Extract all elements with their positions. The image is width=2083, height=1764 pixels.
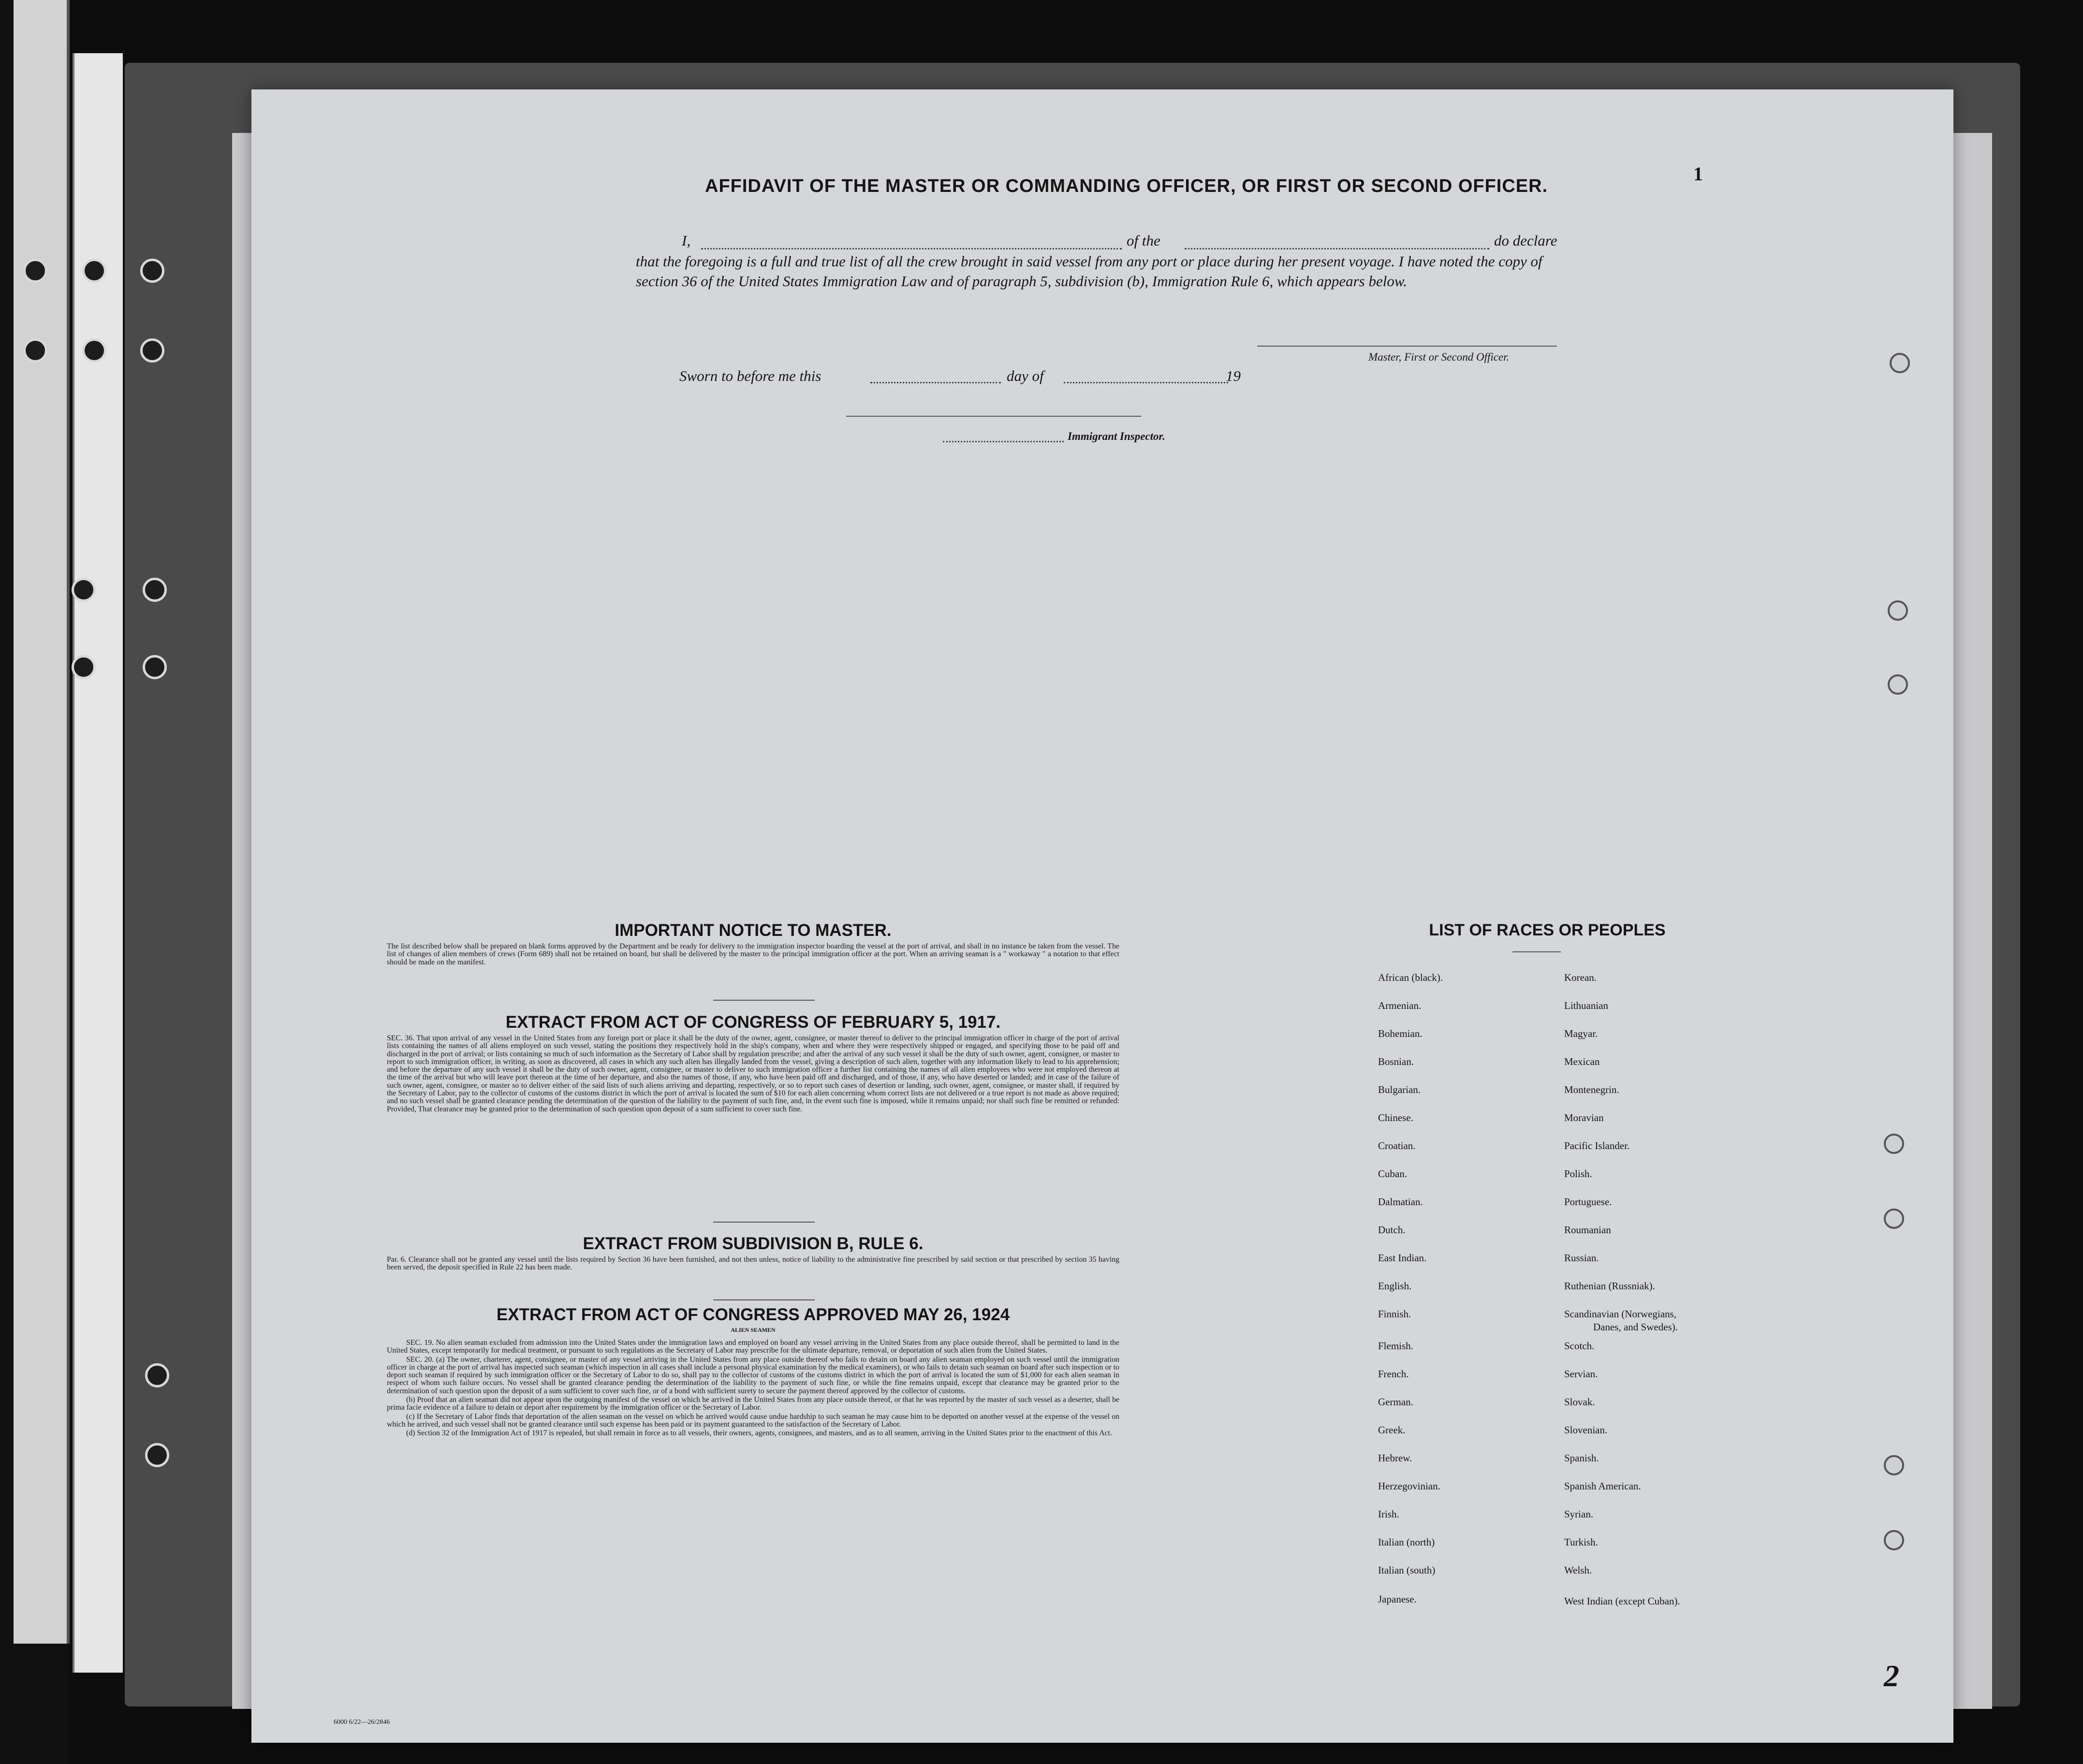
binder-hole (72, 655, 96, 679)
race-item: Flemish. (1378, 1340, 1413, 1352)
section-divider (713, 1299, 815, 1300)
year-prefix: 19 (1226, 367, 1241, 384)
race-item: Roumanian (1564, 1224, 1611, 1236)
binder-hole (82, 259, 106, 283)
binder-hole (143, 655, 167, 679)
race-item: Turkish. (1564, 1536, 1598, 1548)
inspector-label: Immigrant Inspector. (1068, 430, 1165, 442)
race-item: Magyar. (1564, 1028, 1598, 1039)
page-mark: 1 (1693, 163, 1703, 185)
race-item: Slovenian. (1564, 1424, 1608, 1436)
section-20a-paragraph: SEC. 20. (a) The owner, charterer, agent, consignee, or master of any vessel arriving in the United States from any place outside thereof who fails to detain on board any alien seaman employed on such vessel until the immigration officer in charge at the port of arrival has inspected such seaman (which inspection in all cases shall include a personal physical examination by the medical examiners), or who fails to detain such seaman on board after such inspection or to deport such seaman if required by such immigration officer or the Secretary of Labor to do so, shall pay to the collector of customs of the customs district in which the port of arrival is located the sum of $1,000 for each alien seaman in respect of whom such failure occurs. No vessel shall be granted clearance pending the determination of the liability to the payment of such fine, or while the fine remains unpaid, except that clearance may be granted prior to the determination of such question upon the deposit of a sum sufficient to cover such fine, or of a bond with sufficient surety to secure the payment thereof approved by the collector of customs. (387, 1355, 1119, 1395)
race-item: Italian (north) (1378, 1536, 1435, 1548)
race-item: Pacific Islander. (1564, 1140, 1630, 1152)
subdivision-text: Par. 6. Clearance shall not be granted any vessel until the lists required by Section 36 have been furnished, and not then unless, notice of liability to the administrative fine prescribed by said section or that prescribed by section 35 having been served, the deposit specified in Rule 22 has been made. (387, 1255, 1119, 1272)
punch-hole (1884, 1134, 1904, 1154)
race-item: Scotch. (1564, 1340, 1595, 1352)
race-item: Moravian (1564, 1112, 1604, 1123)
race-item: Slovak. (1564, 1396, 1595, 1408)
race-item: Bulgarian. (1378, 1084, 1421, 1095)
affidavit-of-the-label: of the (1127, 232, 1160, 249)
punch-hole (1888, 674, 1908, 695)
binder-hole (145, 1443, 169, 1467)
document-sheet (251, 89, 1953, 1743)
race-item: Korean. (1564, 972, 1597, 983)
day-of-label: day of (1007, 367, 1044, 384)
section-divider (1512, 951, 1561, 952)
races-title: LIST OF RACES OR PEOPLES (1429, 921, 1666, 939)
affidavit-title: AFFIDAVIT OF THE MASTER OR COMMANDING OFFICER, OR FIRST OR SECOND OFFICER. (705, 176, 1548, 196)
race-item: Russian. (1564, 1252, 1599, 1264)
binder-hole (23, 338, 47, 363)
punch-hole (1884, 1455, 1904, 1475)
month-blank (1064, 382, 1228, 383)
section-20c-paragraph: (c) If the Secretary of Labor finds that deportation of the alien seaman on the vessel on which he arrived would cause undue hardship to such seaman he may cause him to be deported on another vessel at the expense of the vessel on which he arrived, and such vessel shall not be granted clearance until such expense has been paid or its payment guaranteed to the satisfaction of the Secretary of Labor. (387, 1412, 1119, 1429)
punch-hole (1884, 1209, 1904, 1229)
affidavit-i-label: I, (682, 232, 691, 249)
vessel-blank (1185, 248, 1489, 249)
race-item: Scandinavian (Norwegians, (1564, 1308, 1677, 1320)
inspector-line (846, 416, 1141, 417)
section-divider (713, 1000, 815, 1001)
race-item: English. (1378, 1280, 1412, 1292)
extract-1917-title: EXTRACT FROM ACT OF CONGRESS OF FEBRUARY 5, 1917. (505, 1013, 1001, 1032)
signature-label: Master, First or Second Officer. (1368, 351, 1510, 363)
race-item: Spanish. (1564, 1452, 1599, 1464)
race-item: Cuban. (1378, 1168, 1408, 1180)
binder-hole (140, 259, 164, 283)
sworn-text: Sworn to before me this (679, 367, 821, 384)
race-item: African (black). (1378, 972, 1443, 983)
form-code: 6000 6/22—26/2846 (334, 1719, 390, 1726)
extract-1924-subtitle: ALIEN SEAMEN (731, 1327, 776, 1333)
affidavit-declare-label: do declare (1494, 232, 1557, 249)
race-item: Croatian. (1378, 1140, 1416, 1152)
race-item: Ruthenian (Russniak). (1564, 1280, 1655, 1292)
binder-strip (14, 0, 70, 1644)
race-item: German. (1378, 1396, 1413, 1408)
binder-hole (23, 259, 47, 283)
section-19-paragraph: SEC. 19. No alien seaman excluded from admission into the United States under the immigration laws and employed on board any vessel arriving in the United States from any place outside thereof, shall be permitted to land in the United States, except temporarily for medical treatment, or pursuant to such regulations as the Secretary of Labor may prescribe for the ultimate departure, removal, or deportation of such alien from the United States. (387, 1339, 1119, 1355)
binder-hole (72, 578, 96, 602)
name-blank (701, 248, 1122, 249)
section-20b-paragraph: (b) Proof that an alien seaman did not appear upon the outgoing manifest of the vessel on which he arrived in the United States from any place outside thereof, or that he was reported by the master of such vessel as a deserter, shall be prima facie evidence of a failure to detain or deport after requirement by the immigration officer or the Secretary of Labor. (387, 1396, 1119, 1412)
race-item: Armenian. (1378, 1000, 1422, 1011)
notice-title: IMPORTANT NOTICE TO MASTER. (615, 921, 892, 940)
race-item: French. (1378, 1368, 1409, 1380)
punch-hole (1888, 600, 1908, 621)
signature-line (1257, 346, 1557, 347)
race-item: Mexican (1564, 1056, 1600, 1067)
extract-1924-body (387, 1339, 1119, 1438)
race-item-continuation: Danes, and Swedes). (1593, 1321, 1678, 1333)
race-item: Chinese. (1378, 1112, 1413, 1123)
race-item: Herzegovinian. (1378, 1480, 1440, 1492)
subdivision-title: EXTRACT FROM SUBDIVISION B, RULE 6. (583, 1234, 924, 1253)
day-blank (870, 382, 1001, 383)
binder-hole (143, 578, 167, 602)
race-item: Montenegrin. (1564, 1084, 1619, 1095)
race-item: Servian. (1564, 1368, 1598, 1380)
binder-strip (73, 53, 123, 1673)
race-item: Bohemian. (1378, 1028, 1423, 1039)
race-item: Polish. (1564, 1168, 1592, 1180)
extract-1917-text: SEC. 36. That upon arrival of any vessel in the United States from any foreign port or place it shall be the duty of the owner, agent, consignee, or master thereof to deliver to the principal immigration officer in charge of the port of arrival lists containing the names of all aliens employed on such vessel, stating the positions they respectively hold in the ship's company, when and where they were respectively shipped or engaged, and specifying those to be paid off and discharged in the port of arrival; or lists containing so much of such information as the Secretary of Labor shall by regulation prescribe; and after the arrival of any such vessel it shall be the duty of such owner, agent, consignee, or master to report to such immigration officer, in writing, as soon as discovered, all cases in which any such alien has illegally landed from the vessel, giving a description of such alien, together with any information likely to lead to his apprehension; and before the departure of any such vessel it shall be the duty of such owner, agent, consignee, or master to deliver to such immigration officer a further list containing the names of all alien employees who were not employed thereon at the time of the arrival but who will leave port thereon at the time of her departure, and also the names of those, if any, who have been paid off and discharged, and of those, if any, who have deserted or landed; and in case of the failure of such owner, agent, consignee, or master so to deliver either of the said lists of such aliens arriving and departing, respectively, or so to report such cases of desertion or landing, such owner, agent, consignee, or master shall, if required by the Secretary of Labor, pay to the collector of customs of the customs district in which the port of arrival is located the sum of $10 for each alien concerning whom correct lists are not delivered or a true report is not made as above required; and no such vessel shall be granted clearance pending the determination of the question of the liability to the payment of such fine, and, in the event such fine is imposed, while it remains unpaid; nor shall such fine be remitted or refunded: Provided, That clearance may be granted prior to the determination of such question upon deposit of a sum sufficient to cover such fine. (387, 1034, 1119, 1113)
race-item: Greek. (1378, 1424, 1406, 1436)
race-item: Bosnian. (1378, 1056, 1414, 1067)
race-item: Irish. (1378, 1508, 1399, 1520)
notice-text: The list described below shall be prepared on blank forms approved by the Department and be ready for delivery to the immigration inspector boarding the vessel at the port of arrival, and shall in no instance be taken from the vessel. The list of changes of alien members of crews (Form 689) shall not be retained on board, but shall be delivered by the master to the principal immigration officer at the port. When an arriving seaman is a " workaway " a notation to that effect should be made on the manifest. (387, 942, 1119, 966)
race-item: Spanish American. (1564, 1480, 1641, 1492)
race-item: Italian (south) (1378, 1564, 1436, 1576)
section-20d-paragraph: (d) Section 32 of the Immigration Act of 1917 is repealed, but shall remain in force as to all vessels, their owners, agents, consignees, and masters, and as to all seamen, arriving in the United States prior to the enactment of this Act. (406, 1429, 1112, 1438)
binder-hole (140, 338, 164, 363)
affidavit-body: that the foregoing is a full and true list of all the crew brought in said vessel from any port or place during her present voyage. I have noted the copy of section 36 of the United States Immigration Law and of paragraph 5, subdivision (b), Immigration Rule 6, which appears below. (636, 253, 1542, 290)
punch-hole (1890, 353, 1910, 373)
race-item: Dutch. (1378, 1224, 1406, 1236)
race-item: Welsh. (1564, 1564, 1592, 1576)
race-item: Hebrew. (1378, 1452, 1412, 1464)
binder-hole (82, 338, 106, 363)
race-item: Syrian. (1564, 1508, 1594, 1520)
race-item: East Indian. (1378, 1252, 1427, 1264)
race-item: Japanese. (1378, 1593, 1417, 1605)
race-item: Portuguese. (1564, 1196, 1612, 1208)
binder-hole (145, 1363, 169, 1387)
race-item: Finnish. (1378, 1308, 1411, 1320)
punch-hole (1884, 1530, 1904, 1550)
race-item: West Indian (except Cuban). (1564, 1595, 1680, 1607)
race-item: Lithuanian (1564, 1000, 1608, 1011)
extract-1924-title: EXTRACT FROM ACT OF CONGRESS APPROVED MAY 26, 1924 (496, 1305, 1010, 1324)
page-number: 2 (1884, 1659, 1899, 1693)
section-divider (713, 1222, 815, 1223)
inspector-blank (943, 441, 1064, 442)
race-item: Dalmatian. (1378, 1196, 1423, 1208)
